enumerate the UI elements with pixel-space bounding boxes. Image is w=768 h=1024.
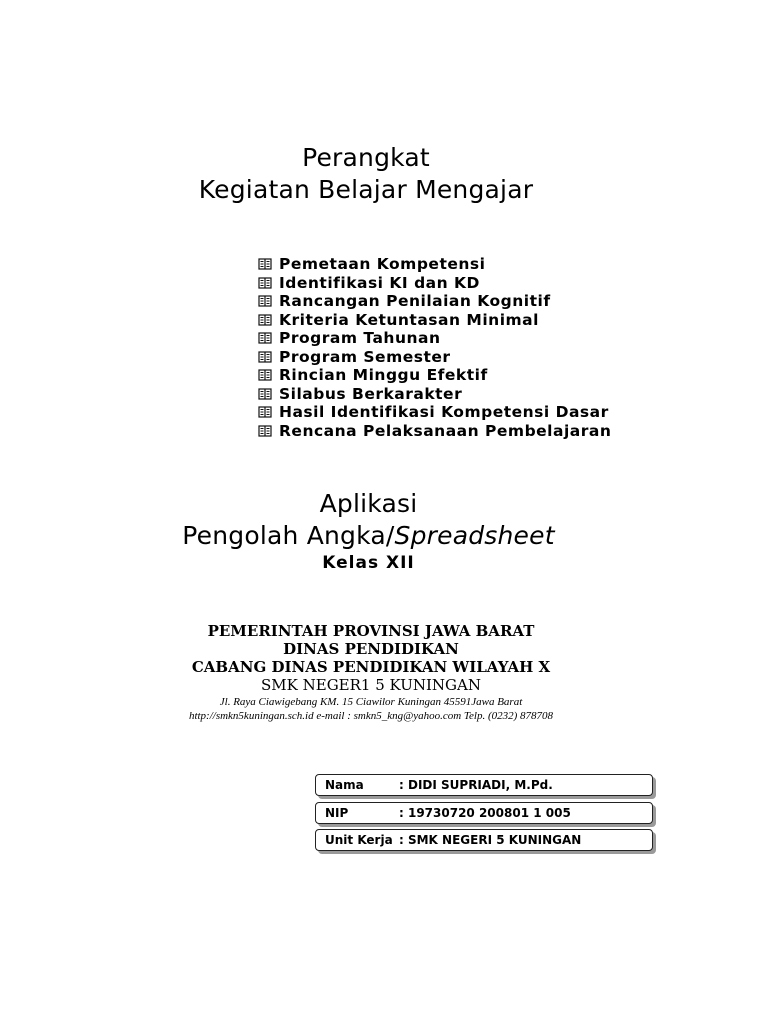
list-item-label: Silabus Berkarakter: [279, 384, 463, 403]
title-line-1: Perangkat: [302, 143, 430, 172]
book-icon: [258, 369, 272, 381]
list-item-label: Kriteria Ketuntasan Minimal: [279, 310, 539, 329]
class-label: Kelas XII: [322, 553, 415, 573]
subject-name-italic: Spreadsheet: [394, 521, 555, 550]
school-name: SMK NEGER1 5 KUNINGAN: [261, 676, 481, 694]
info-label: Unit Kerja: [325, 833, 393, 847]
government-name: PEMERINTAH PROVINSI JAWA BARAT: [207, 622, 535, 640]
list-item: [258, 422, 611, 441]
department-name: DINAS PENDIDIKAN: [283, 640, 459, 658]
subject-title: [0, 488, 737, 552]
book-icon: [258, 332, 272, 344]
list-item: [258, 385, 611, 404]
institution-header: [0, 622, 742, 723]
book-icon: [258, 277, 272, 289]
book-icon: [258, 425, 272, 437]
list-item-label: Rencana Pelaksanaan Pembelajaran: [279, 421, 612, 440]
book-icon: [258, 295, 272, 307]
subject-line-1: Aplikasi: [319, 489, 418, 518]
info-label: Nama: [325, 778, 364, 792]
book-icon: [258, 258, 272, 270]
info-box-unit: [315, 829, 653, 851]
info-box-nip: [315, 802, 653, 824]
subject-name: Pengolah Angka/: [182, 521, 395, 550]
info-label: NIP: [325, 806, 349, 820]
list-item: [258, 274, 611, 293]
list-item-label: Rancangan Penilaian Kognitif: [279, 292, 551, 310]
topic-list: [258, 255, 611, 440]
list-item-label: Program Semester: [279, 347, 451, 366]
title-line-2: Kegiatan Belajar Mengajar: [198, 175, 534, 204]
info-box-name: [315, 774, 653, 796]
list-item: [258, 403, 611, 422]
info-value: : 19730720 200801 1 005: [399, 806, 571, 820]
list-item: [258, 348, 611, 367]
book-icon: [258, 388, 272, 400]
book-icon: [258, 406, 272, 418]
list-item: [258, 311, 611, 330]
branch-name: CABANG DINAS PENDIDIKAN WILAYAH X: [191, 658, 551, 676]
document-title: [0, 142, 732, 206]
list-item-label: Rincian Minggu Efektif: [279, 366, 488, 384]
list-item: [258, 329, 611, 348]
school-contact: http://smkn5kuningan.sch.id e-mail : smkn5_kng@yahoo.com Telp. (0232) 878708: [188, 710, 554, 722]
list-item-label: Pemetaan Kompetensi: [279, 255, 486, 273]
list-item: [258, 366, 611, 385]
info-value: : DIDI SUPRIADI, M.Pd.: [399, 778, 553, 792]
school-address: Jl. Raya Ciawigebang KM. 15 Ciawilor Kuningan 45591Jawa Barat: [219, 696, 523, 708]
list-item: [258, 255, 611, 274]
book-icon: [258, 314, 272, 326]
list-item-label: Program Tahunan: [279, 329, 441, 347]
book-icon: [258, 351, 272, 363]
info-value: : SMK NEGERI 5 KUNINGAN: [399, 833, 582, 847]
list-item-label: Hasil Identifikasi Kompetensi Dasar: [279, 403, 609, 421]
list-item: [258, 292, 611, 311]
list-item-label: Identifikasi KI dan KD: [279, 273, 480, 292]
subject-line-2: [0, 520, 737, 552]
